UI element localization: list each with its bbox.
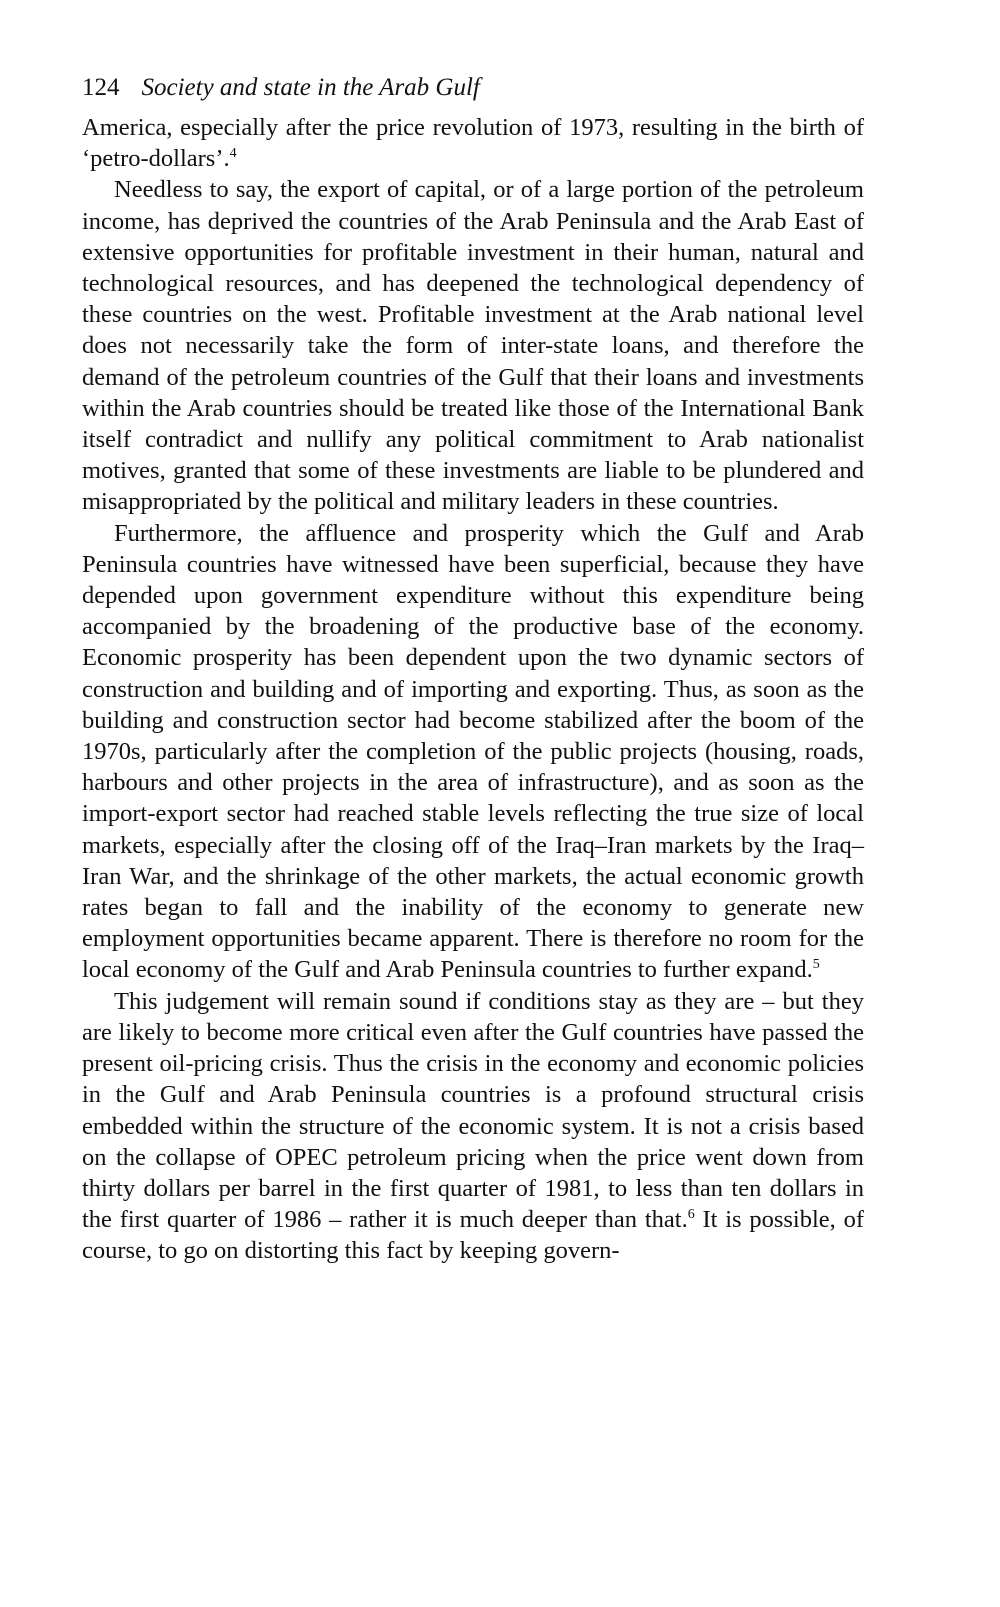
paragraph [82, 986, 864, 1267]
running-head [82, 72, 864, 104]
paragraph [82, 518, 864, 986]
body-text [82, 112, 864, 1267]
paragraph-text: Furthermore, the affluence and prosperity which the Gulf and Arab Peninsula countries have witnessed have been superficial, because they have depended upon government expenditure without this expenditure being accompanied by the broadening of the productive base of the economy. Economic prosperity has been dependent upon the two dynamic sectors of construction and building and of importing and exporting. Thus, as soon as the building and construction sector had become stabilized after the boom of the 1970s, particularly after the completion of the public projects (housing, roads, harbours and other projects in the area of infrastructure), and as soon as the import-export sector had reached stable levels reflecting the true size of local markets, especially after the closing off of the Iraq–Iran markets by the Iraq–Iran War, and the shrinkage of the other markets, the actual economic growth rates began to fall and the inability of the economy to generate new employment opportunities became apparent. There is therefore no room for the local economy of the Gulf and Arab Peninsula countries to further expand. [82, 519, 864, 984]
paragraph [82, 112, 864, 174]
paragraph-text: It is possible, of course, to go on distorting this fact by keeping govern- [82, 1206, 864, 1265]
footnote-marker: 4 [229, 146, 237, 162]
paragraph-text: Needless to say, the export of capital, or of a large portion of the petroleum income, has deprived the countries of the Arab Peninsula and the Arab East of extensive opportunities for profitable investment in their human, natural and technological resources, and has deepened the technological dependency of these countries on the west. Profitable investment at the Arab national level does not necessarily take the form of inter-state loans, and therefore the demand of the petroleum countries of the Gulf that their loans and investments within the Arab countries should be treated like those of the International Bank itself contradict and nullify any political commitment to Arab nationalist motives, granted that some of these investments are liable to be plundered and misappropriated by the political and military leaders in these countries. [82, 176, 864, 516]
book-page [82, 72, 864, 1267]
footnote-marker: 6 [687, 1206, 695, 1222]
running-title: Society and state in the Arab Gulf [141, 74, 480, 101]
footnote-marker: 5 [812, 957, 820, 973]
paragraph-text: This judgement will remain sound if conditions stay as they are – but they are likely to become more critical even after the Gulf countries have passed the present oil-pricing crisis. Thus the crisis in the economy and economic policies in the Gulf and Arab Peninsula countries is a profound structural crisis embedded within the structure of the economic system. It is not a crisis based on the collapse of OPEC petroleum pricing when the price went down from thirty dollars per barrel in the first quarter of 1981, to less than ten dollars in the first quarter of 1986 – rather it is much deeper than that. [82, 987, 864, 1234]
paragraph [82, 174, 864, 517]
page-number: 124 [82, 74, 120, 101]
paragraph-text: America, especially after the price revolution of 1973, resulting in the birth of ‘petro-dollars’. [82, 114, 864, 173]
